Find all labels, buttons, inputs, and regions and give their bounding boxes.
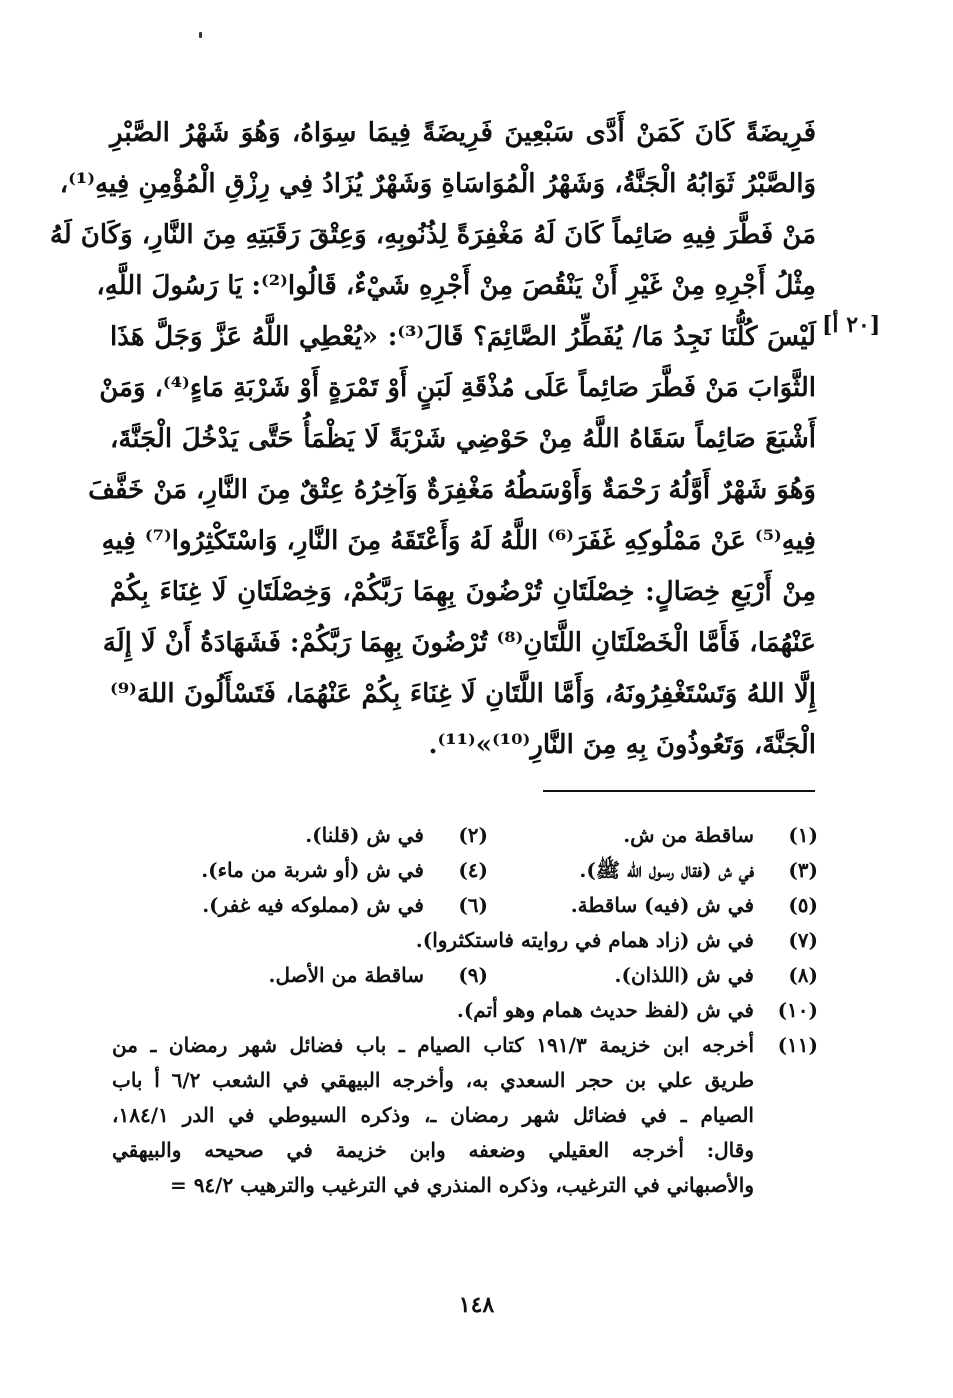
footnote-text: في ش (فقال رسول الله ﷺ). xyxy=(579,858,754,882)
footnote-number: (٢) xyxy=(458,823,488,847)
footnote-text: في ش (مملوكه فيه غفر). xyxy=(202,893,424,917)
footnote-number: (١) xyxy=(788,823,818,847)
footnote xyxy=(158,853,488,888)
text-line: فَرِيضَةً كَانَ كَمَنْ أَدَّى سَبْعِينَ فَرِيضَةً فِيمَا سِوَاهُ، وَهُوَ شَهْرُ الصَّبْرِ xyxy=(110,118,816,148)
text-line: عَنْهُمَا، فَأَمَّا الْخَصْلَتَانِ اللَّتَانِ⁽⁸⁾ تُرْضُونَ بِهِمَا رَبَّكُمْ: فَشَهَادَةُ أَنْ لَا إِلَهَ xyxy=(102,628,816,658)
footnote-row xyxy=(112,818,818,853)
footnote xyxy=(488,853,818,888)
footnote-line: طريق علي بن حجر السعدي به، وأخرجه البيهقي في الشعب ٦/٢ أ باب xyxy=(112,1068,754,1092)
footnote xyxy=(488,818,818,853)
text-line: أَشْبَعَ صَائِماً سَقَاهُ اللَّهُ مِنْ حَوْضِي شَرْبَةً لَا يَظْمَأُ حَتَّى يَدْخُلَ الْجَنَّةَ، xyxy=(110,424,816,454)
footnote-text: في ش (أو شربة من ماء). xyxy=(201,858,424,882)
footnote-number: (٨) xyxy=(788,963,818,987)
text-line: وَالصَّبْرُ ثَوَابُهُ الْجَنَّةُ، وَشَهْرُ الْمُوَاسَاةِ وَشَهْرٌ يُزَادُ فِي رِزْقِ الْمُؤْمِنِ فِيهِ⁽¹⁾، xyxy=(59,169,816,199)
footnote-row xyxy=(112,888,818,923)
footnote xyxy=(158,818,488,853)
footnote-text: ساقطة من ش. xyxy=(623,823,754,847)
footnotes xyxy=(112,818,818,1203)
footnote-text: في ش (لفظ حديث همام وهو أتم). xyxy=(456,998,754,1022)
footnote xyxy=(158,888,488,923)
footnote-row xyxy=(112,853,818,888)
footnote-text: ساقطة من الأصل. xyxy=(268,963,424,987)
footnote-number: (٥) xyxy=(788,893,818,917)
text-line: وَهُوَ شَهْرٌ أَوَّلُهُ رَحْمَةٌ وَأَوْسَطُهُ مَغْفِرَةٌ وَآخِرُهُ عِتْقٌ مِنَ النَّارِ، مَنْ خَفَّفَ xyxy=(88,475,816,505)
main-text xyxy=(49,108,816,771)
footnote-long xyxy=(112,1028,818,1203)
text-line: الْجَنَّةَ، وَتَعُوذُونَ بِهِ مِنَ النَّارِ⁽¹⁰⁾»⁽¹¹⁾. xyxy=(428,730,816,760)
text-line: مِثْلُ أَجْرِهِ مِنْ غَيْرِ أَنْ يَنْقُصَ مِنْ أَجْرِهِ شَيْءٌ، قَالُوا⁽²⁾: يَا رَسُولَ اللَّهِ، xyxy=(96,271,816,301)
footnote-line: والأصبهاني في الترغيب، وذكره المنذري في الترغيب والترهيب ٩٤/٢ = xyxy=(169,1173,754,1197)
footnote-row xyxy=(112,923,818,958)
footnote-text: في ش (زاد همام في روايته فاستكثروا). xyxy=(415,928,754,952)
footnote-line: وقال: أخرجه العقيلي وضعفه وابن خزيمة في صحيحه والبيهقي xyxy=(112,1138,754,1162)
footnote-text: في ش (اللذان). xyxy=(614,963,754,987)
footnote-number: (٤) xyxy=(458,858,488,882)
text-line: لَيْسَ كُلُّنَا نَجِدُ مَا/ يُفَطِّرُ الصَّائِمَ؟ قَالَ⁽³⁾: «يُعْطِي اللَّهُ عَزَّ وَجَلَّ هَذَا xyxy=(110,322,816,352)
footnote-number: (٣) xyxy=(788,858,818,882)
footnote-row xyxy=(112,958,818,993)
footnote-line: أخرجه ابن خزيمة ١٩١/٣ كتاب الصيام ـ باب فضائل شهر رمضان ـ من xyxy=(112,1033,755,1057)
text-line: مِنْ أَرْبَعِ خِصَالٍ: خِصْلَتَانِ تُرْضُونَ بِهِمَا رَبَّكُمْ، وَخِصْلَتَانِ لَا غِنَاءَ بِكُمْ xyxy=(110,577,816,607)
footnote xyxy=(158,958,488,993)
footnote-divider xyxy=(543,790,815,792)
page-number: ١٤٨ xyxy=(458,1292,495,1318)
footnote-text: في ش (فيه) ساقطة. xyxy=(570,893,754,917)
text-line: فِيهِ⁽⁵⁾ عَنْ مَمْلُوكِهِ غَفَرَ⁽⁶⁾ اللَّهُ لَهُ وَأَعْتَقَهُ مِنَ النَّارِ، وَاسْتَكْثِرُوا⁽⁷⁾ فِيهِ xyxy=(101,526,816,556)
footnote-text xyxy=(112,1028,754,1203)
text-line: الثَّوَابَ مَنْ فَطَّرَ صَائِماً عَلَى مُذْقَةِ لَبَنٍ أَوْ تَمْرَةٍ أَوْ شَرْبَةِ مَاءٍ⁽⁴⁾، وَمَنْ xyxy=(99,373,816,403)
footnote-text: في ش (قلنا). xyxy=(305,823,424,847)
footnote-row xyxy=(112,993,818,1028)
footnote-line: الصيام ـ في فضائل شهر رمضان ـ، وذكره السيوطي في الدر ١٨٤/١، xyxy=(112,1103,754,1127)
footnote-number: (١١) xyxy=(777,1033,818,1057)
footnote-number: (٩) xyxy=(458,963,488,987)
footnote-number: (٦) xyxy=(458,893,488,917)
footnote xyxy=(488,888,818,923)
footnote-number: (١٠) xyxy=(777,998,818,1022)
print-speck xyxy=(199,32,202,38)
text-line: إِلَّا اللهُ وَتَسْتَغْفِرُونَهُ، وَأَمَّا اللَّتَانِ لَا غِنَاءَ بِكُمْ عَنْهُمَا، فَتَسْأَلُونَ اللهَ⁽⁹⁾ xyxy=(110,679,816,709)
text-line: مَنْ فَطَّرَ فِيهِ صَائِماً كَانَ لَهُ مَغْفِرَةً لِذُنُوبِهِ، وَعِتْقَ رَقَبَتِهِ مِنَ النَّارِ، وَكَانَ لَهُ xyxy=(49,220,816,250)
footnote-number: (٧) xyxy=(788,928,818,952)
footnote xyxy=(488,958,818,993)
manuscript-folio-marker: [٢٠ أ] xyxy=(822,312,881,338)
